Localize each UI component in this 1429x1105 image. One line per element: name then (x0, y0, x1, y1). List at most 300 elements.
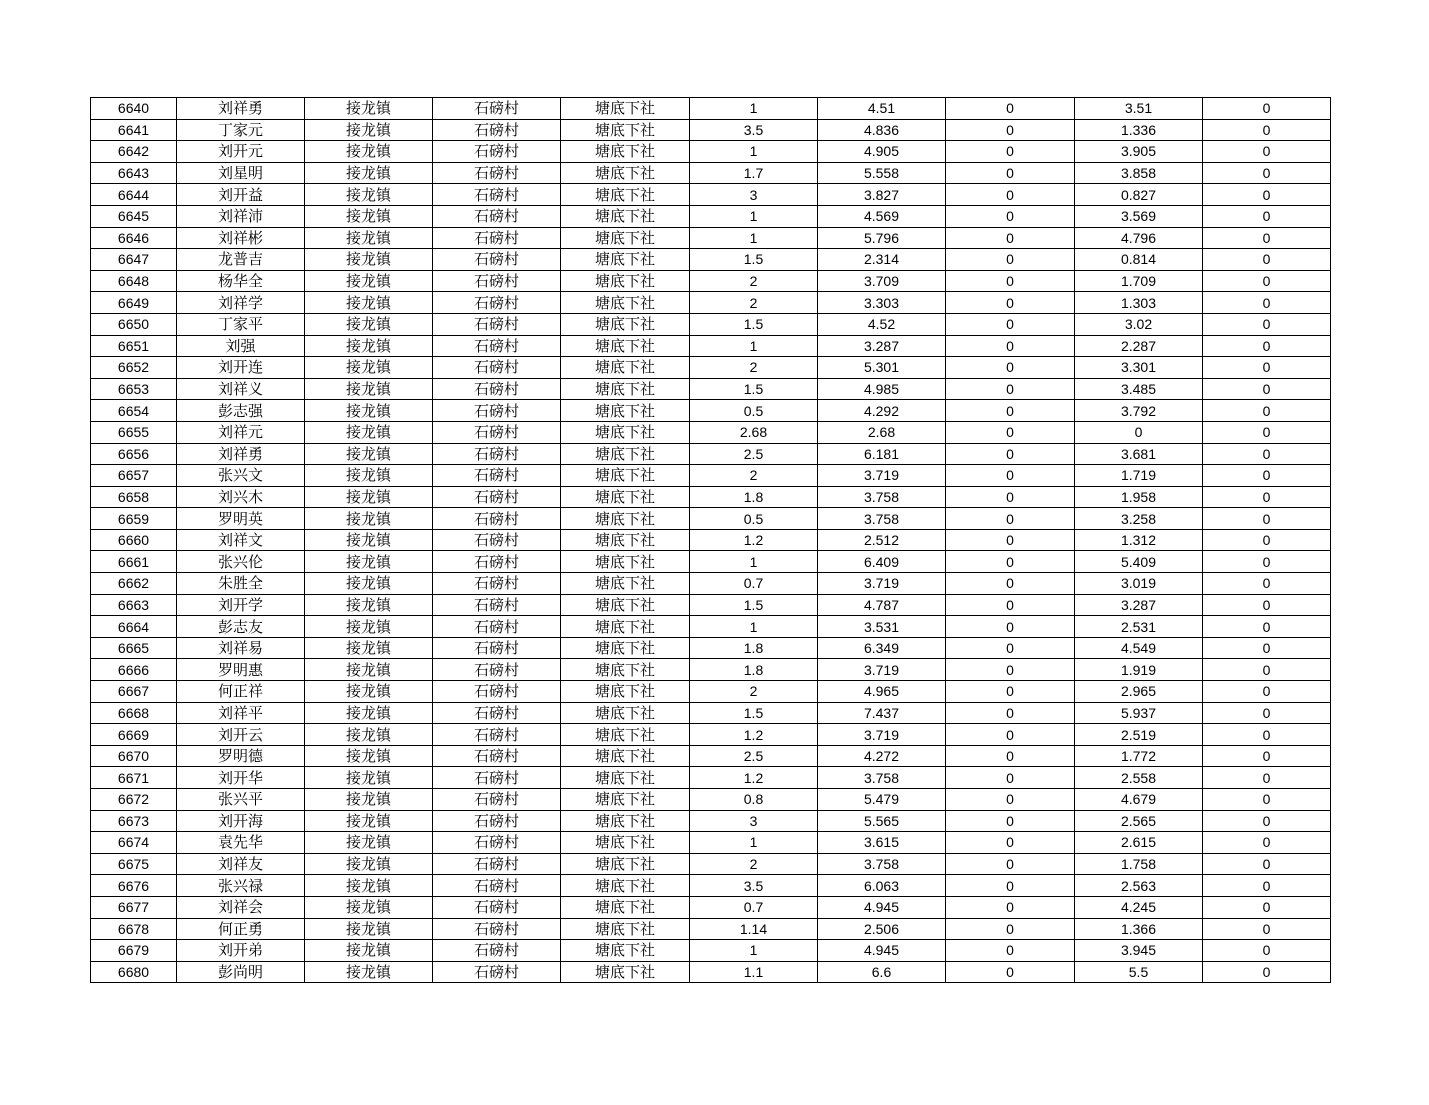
id-cell: 6661 (91, 551, 177, 573)
value-c-cell: 0 (946, 98, 1075, 120)
value-c-cell: 0 (946, 853, 1075, 875)
value-a-cell: 1.7 (690, 162, 818, 184)
table-row (91, 508, 1331, 530)
table-row (91, 853, 1331, 875)
value-d-cell: 1.336 (1075, 119, 1203, 141)
name-cell: 刘星明 (177, 162, 305, 184)
value-a-cell: 2 (690, 853, 818, 875)
name-cell: 何正祥 (177, 681, 305, 703)
group-cell: 塘底下社 (561, 357, 690, 379)
town-cell: 接龙镇 (305, 292, 433, 314)
value-c-cell: 0 (946, 832, 1075, 854)
value-d-cell: 5.409 (1075, 551, 1203, 573)
value-e-cell: 0 (1203, 961, 1331, 983)
value-a-cell: 0.5 (690, 400, 818, 422)
name-cell: 刘祥勇 (177, 443, 305, 465)
value-a-cell: 0.5 (690, 508, 818, 530)
value-b-cell: 5.565 (818, 810, 946, 832)
village-cell: 石磅村 (433, 249, 561, 271)
value-d-cell: 2.563 (1075, 875, 1203, 897)
table-row (91, 313, 1331, 335)
town-cell: 接龙镇 (305, 227, 433, 249)
value-e-cell: 0 (1203, 162, 1331, 184)
value-a-cell: 1 (690, 551, 818, 573)
value-e-cell: 0 (1203, 378, 1331, 400)
village-cell: 石磅村 (433, 767, 561, 789)
value-e-cell: 0 (1203, 400, 1331, 422)
town-cell: 接龙镇 (305, 573, 433, 595)
table-row (91, 681, 1331, 703)
value-a-cell: 2.5 (690, 745, 818, 767)
value-b-cell: 3.531 (818, 616, 946, 638)
name-cell: 彭志强 (177, 400, 305, 422)
group-cell: 塘底下社 (561, 551, 690, 573)
group-cell: 塘底下社 (561, 896, 690, 918)
value-c-cell: 0 (946, 896, 1075, 918)
value-d-cell: 1.772 (1075, 745, 1203, 767)
town-cell: 接龙镇 (305, 875, 433, 897)
village-cell: 石磅村 (433, 637, 561, 659)
value-a-cell: 1.5 (690, 702, 818, 724)
value-c-cell: 0 (946, 551, 1075, 573)
value-e-cell: 0 (1203, 486, 1331, 508)
value-e-cell: 0 (1203, 119, 1331, 141)
value-b-cell: 4.51 (818, 98, 946, 120)
town-cell: 接龙镇 (305, 594, 433, 616)
value-d-cell: 2.615 (1075, 832, 1203, 854)
value-d-cell: 0 (1075, 421, 1203, 443)
value-d-cell: 2.965 (1075, 681, 1203, 703)
table-row (91, 940, 1331, 962)
town-cell: 接龙镇 (305, 486, 433, 508)
name-cell: 张兴平 (177, 789, 305, 811)
name-cell: 彭尚明 (177, 961, 305, 983)
group-cell: 塘底下社 (561, 292, 690, 314)
town-cell: 接龙镇 (305, 745, 433, 767)
table-row (91, 270, 1331, 292)
value-c-cell: 0 (946, 227, 1075, 249)
value-d-cell: 1.958 (1075, 486, 1203, 508)
village-cell: 石磅村 (433, 875, 561, 897)
village-cell: 石磅村 (433, 486, 561, 508)
id-cell: 6644 (91, 184, 177, 206)
group-cell: 塘底下社 (561, 270, 690, 292)
town-cell: 接龙镇 (305, 702, 433, 724)
group-cell: 塘底下社 (561, 810, 690, 832)
table-row (91, 702, 1331, 724)
id-cell: 6669 (91, 724, 177, 746)
value-a-cell: 1 (690, 98, 818, 120)
value-a-cell: 2 (690, 292, 818, 314)
table-row (91, 529, 1331, 551)
village-cell: 石磅村 (433, 378, 561, 400)
id-cell: 6654 (91, 400, 177, 422)
group-cell: 塘底下社 (561, 141, 690, 163)
name-cell: 刘开云 (177, 724, 305, 746)
value-b-cell: 4.965 (818, 681, 946, 703)
value-c-cell: 0 (946, 357, 1075, 379)
id-cell: 6662 (91, 573, 177, 595)
town-cell: 接龙镇 (305, 421, 433, 443)
value-d-cell: 2.519 (1075, 724, 1203, 746)
name-cell: 何正勇 (177, 918, 305, 940)
name-cell: 罗明英 (177, 508, 305, 530)
name-cell: 刘开连 (177, 357, 305, 379)
town-cell: 接龙镇 (305, 162, 433, 184)
value-a-cell: 3.5 (690, 119, 818, 141)
name-cell: 朱胜全 (177, 573, 305, 595)
id-cell: 6675 (91, 853, 177, 875)
value-e-cell: 0 (1203, 335, 1331, 357)
group-cell: 塘底下社 (561, 443, 690, 465)
value-b-cell: 4.787 (818, 594, 946, 616)
town-cell: 接龙镇 (305, 443, 433, 465)
village-cell: 石磅村 (433, 227, 561, 249)
id-cell: 6677 (91, 896, 177, 918)
name-cell: 袁先华 (177, 832, 305, 854)
value-c-cell: 0 (946, 789, 1075, 811)
value-c-cell: 0 (946, 767, 1075, 789)
value-e-cell: 0 (1203, 443, 1331, 465)
value-b-cell: 3.709 (818, 270, 946, 292)
table-row (91, 961, 1331, 983)
table-row (91, 832, 1331, 854)
id-cell: 6663 (91, 594, 177, 616)
id-cell: 6658 (91, 486, 177, 508)
value-b-cell: 6.409 (818, 551, 946, 573)
town-cell: 接龙镇 (305, 98, 433, 120)
value-e-cell: 0 (1203, 724, 1331, 746)
group-cell: 塘底下社 (561, 789, 690, 811)
value-a-cell: 2 (690, 357, 818, 379)
value-b-cell: 3.758 (818, 508, 946, 530)
group-cell: 塘底下社 (561, 918, 690, 940)
value-e-cell: 0 (1203, 313, 1331, 335)
id-cell: 6647 (91, 249, 177, 271)
id-cell: 6679 (91, 940, 177, 962)
value-e-cell: 0 (1203, 227, 1331, 249)
group-cell: 塘底下社 (561, 335, 690, 357)
name-cell: 丁家平 (177, 313, 305, 335)
name-cell: 刘祥学 (177, 292, 305, 314)
value-e-cell: 0 (1203, 465, 1331, 487)
value-c-cell: 0 (946, 335, 1075, 357)
name-cell: 杨华全 (177, 270, 305, 292)
value-e-cell: 0 (1203, 357, 1331, 379)
id-cell: 6646 (91, 227, 177, 249)
name-cell: 张兴文 (177, 465, 305, 487)
value-a-cell: 3 (690, 184, 818, 206)
value-b-cell: 5.796 (818, 227, 946, 249)
group-cell: 塘底下社 (561, 249, 690, 271)
value-c-cell: 0 (946, 702, 1075, 724)
name-cell: 刘开华 (177, 767, 305, 789)
village-cell: 石磅村 (433, 702, 561, 724)
value-a-cell: 1 (690, 940, 818, 962)
value-d-cell: 3.485 (1075, 378, 1203, 400)
id-cell: 6653 (91, 378, 177, 400)
table-row (91, 789, 1331, 811)
id-cell: 6670 (91, 745, 177, 767)
value-c-cell: 0 (946, 400, 1075, 422)
value-c-cell: 0 (946, 875, 1075, 897)
town-cell: 接龙镇 (305, 400, 433, 422)
id-cell: 6667 (91, 681, 177, 703)
value-a-cell: 1 (690, 227, 818, 249)
value-e-cell: 0 (1203, 594, 1331, 616)
value-a-cell: 1.14 (690, 918, 818, 940)
value-c-cell: 0 (946, 529, 1075, 551)
value-b-cell: 3.303 (818, 292, 946, 314)
town-cell: 接龙镇 (305, 335, 433, 357)
value-a-cell: 1 (690, 141, 818, 163)
value-c-cell: 0 (946, 119, 1075, 141)
value-c-cell: 0 (946, 508, 1075, 530)
table-row (91, 767, 1331, 789)
value-d-cell: 3.51 (1075, 98, 1203, 120)
value-e-cell: 0 (1203, 529, 1331, 551)
name-cell: 刘祥义 (177, 378, 305, 400)
group-cell: 塘底下社 (561, 594, 690, 616)
value-c-cell: 0 (946, 918, 1075, 940)
value-b-cell: 5.479 (818, 789, 946, 811)
table-body (91, 98, 1331, 983)
village-cell: 石磅村 (433, 789, 561, 811)
id-cell: 6656 (91, 443, 177, 465)
value-b-cell: 2.314 (818, 249, 946, 271)
village-cell: 石磅村 (433, 940, 561, 962)
value-b-cell: 3.758 (818, 486, 946, 508)
town-cell: 接龙镇 (305, 681, 433, 703)
town-cell: 接龙镇 (305, 659, 433, 681)
town-cell: 接龙镇 (305, 357, 433, 379)
group-cell: 塘底下社 (561, 702, 690, 724)
value-e-cell: 0 (1203, 98, 1331, 120)
name-cell: 刘祥平 (177, 702, 305, 724)
value-a-cell: 1.5 (690, 594, 818, 616)
value-e-cell: 0 (1203, 896, 1331, 918)
village-cell: 石磅村 (433, 162, 561, 184)
value-e-cell: 0 (1203, 184, 1331, 206)
value-a-cell: 0.7 (690, 573, 818, 595)
value-d-cell: 3.858 (1075, 162, 1203, 184)
town-cell: 接龙镇 (305, 940, 433, 962)
value-b-cell: 4.905 (818, 141, 946, 163)
town-cell: 接龙镇 (305, 810, 433, 832)
value-b-cell: 2.68 (818, 421, 946, 443)
id-cell: 6642 (91, 141, 177, 163)
value-a-cell: 1.5 (690, 313, 818, 335)
value-e-cell: 0 (1203, 551, 1331, 573)
group-cell: 塘底下社 (561, 162, 690, 184)
group-cell: 塘底下社 (561, 119, 690, 141)
table-row (91, 810, 1331, 832)
table-row (91, 162, 1331, 184)
table-row (91, 443, 1331, 465)
value-a-cell: 0.8 (690, 789, 818, 811)
value-c-cell: 0 (946, 594, 1075, 616)
town-cell: 接龙镇 (305, 961, 433, 983)
village-cell: 石磅村 (433, 98, 561, 120)
value-a-cell: 1 (690, 205, 818, 227)
table-row (91, 637, 1331, 659)
value-c-cell: 0 (946, 616, 1075, 638)
group-cell: 塘底下社 (561, 400, 690, 422)
value-b-cell: 4.985 (818, 378, 946, 400)
value-b-cell: 5.558 (818, 162, 946, 184)
value-a-cell: 1.2 (690, 529, 818, 551)
group-cell: 塘底下社 (561, 313, 690, 335)
value-e-cell: 0 (1203, 810, 1331, 832)
village-cell: 石磅村 (433, 551, 561, 573)
id-cell: 6645 (91, 205, 177, 227)
table-row (91, 421, 1331, 443)
value-c-cell: 0 (946, 141, 1075, 163)
village-cell: 石磅村 (433, 724, 561, 746)
id-cell: 6680 (91, 961, 177, 983)
town-cell: 接龙镇 (305, 724, 433, 746)
group-cell: 塘底下社 (561, 853, 690, 875)
value-e-cell: 0 (1203, 573, 1331, 595)
village-cell: 石磅村 (433, 594, 561, 616)
value-b-cell: 3.719 (818, 465, 946, 487)
value-c-cell: 0 (946, 205, 1075, 227)
value-a-cell: 1.8 (690, 486, 818, 508)
value-b-cell: 3.758 (818, 767, 946, 789)
village-cell: 石磅村 (433, 443, 561, 465)
table-row (91, 292, 1331, 314)
value-c-cell: 0 (946, 465, 1075, 487)
value-b-cell: 3.719 (818, 659, 946, 681)
table-row (91, 98, 1331, 120)
value-b-cell: 3.287 (818, 335, 946, 357)
value-c-cell: 0 (946, 162, 1075, 184)
table-row (91, 659, 1331, 681)
value-d-cell: 2.565 (1075, 810, 1203, 832)
value-a-cell: 1.8 (690, 637, 818, 659)
village-cell: 石磅村 (433, 335, 561, 357)
value-c-cell: 0 (946, 292, 1075, 314)
village-cell: 石磅村 (433, 270, 561, 292)
value-a-cell: 1.2 (690, 767, 818, 789)
value-b-cell: 4.292 (818, 400, 946, 422)
value-a-cell: 2 (690, 681, 818, 703)
value-c-cell: 0 (946, 940, 1075, 962)
value-d-cell: 3.019 (1075, 573, 1203, 595)
village-cell: 石磅村 (433, 529, 561, 551)
name-cell: 刘开学 (177, 594, 305, 616)
value-b-cell: 2.506 (818, 918, 946, 940)
table-row (91, 184, 1331, 206)
value-c-cell: 0 (946, 184, 1075, 206)
name-cell: 刘祥会 (177, 896, 305, 918)
value-d-cell: 3.945 (1075, 940, 1203, 962)
village-cell: 石磅村 (433, 810, 561, 832)
town-cell: 接龙镇 (305, 465, 433, 487)
name-cell: 张兴伦 (177, 551, 305, 573)
value-d-cell: 1.919 (1075, 659, 1203, 681)
name-cell: 刘祥易 (177, 637, 305, 659)
town-cell: 接龙镇 (305, 141, 433, 163)
value-e-cell: 0 (1203, 659, 1331, 681)
value-c-cell: 0 (946, 745, 1075, 767)
group-cell: 塘底下社 (561, 659, 690, 681)
town-cell: 接龙镇 (305, 918, 433, 940)
value-e-cell: 0 (1203, 789, 1331, 811)
id-cell: 6668 (91, 702, 177, 724)
village-cell: 石磅村 (433, 681, 561, 703)
value-b-cell: 6.6 (818, 961, 946, 983)
value-b-cell: 6.349 (818, 637, 946, 659)
group-cell: 塘底下社 (561, 184, 690, 206)
value-a-cell: 2 (690, 465, 818, 487)
id-cell: 6674 (91, 832, 177, 854)
value-a-cell: 2.5 (690, 443, 818, 465)
value-d-cell: 4.549 (1075, 637, 1203, 659)
group-cell: 塘底下社 (561, 205, 690, 227)
id-cell: 6672 (91, 789, 177, 811)
group-cell: 塘底下社 (561, 508, 690, 530)
table-row (91, 551, 1331, 573)
value-a-cell: 1.2 (690, 724, 818, 746)
value-c-cell: 0 (946, 961, 1075, 983)
value-a-cell: 1 (690, 616, 818, 638)
group-cell: 塘底下社 (561, 529, 690, 551)
table-row (91, 918, 1331, 940)
table-row (91, 205, 1331, 227)
value-d-cell: 3.792 (1075, 400, 1203, 422)
group-cell: 塘底下社 (561, 421, 690, 443)
name-cell: 罗明惠 (177, 659, 305, 681)
town-cell: 接龙镇 (305, 184, 433, 206)
table-row (91, 227, 1331, 249)
value-e-cell: 0 (1203, 205, 1331, 227)
value-d-cell: 3.569 (1075, 205, 1203, 227)
value-a-cell: 1.1 (690, 961, 818, 983)
table-row (91, 875, 1331, 897)
group-cell: 塘底下社 (561, 961, 690, 983)
town-cell: 接龙镇 (305, 853, 433, 875)
value-b-cell: 3.615 (818, 832, 946, 854)
village-cell: 石磅村 (433, 745, 561, 767)
name-cell: 刘祥彬 (177, 227, 305, 249)
group-cell: 塘底下社 (561, 767, 690, 789)
id-cell: 6671 (91, 767, 177, 789)
name-cell: 丁家元 (177, 119, 305, 141)
table-row (91, 119, 1331, 141)
value-a-cell: 1.5 (690, 249, 818, 271)
value-a-cell: 1 (690, 832, 818, 854)
group-cell: 塘底下社 (561, 681, 690, 703)
town-cell: 接龙镇 (305, 270, 433, 292)
id-cell: 6643 (91, 162, 177, 184)
id-cell: 6660 (91, 529, 177, 551)
id-cell: 6651 (91, 335, 177, 357)
value-e-cell: 0 (1203, 918, 1331, 940)
value-d-cell: 1.366 (1075, 918, 1203, 940)
value-d-cell: 1.758 (1075, 853, 1203, 875)
village-cell: 石磅村 (433, 292, 561, 314)
id-cell: 6665 (91, 637, 177, 659)
table-row (91, 141, 1331, 163)
value-b-cell: 4.945 (818, 940, 946, 962)
name-cell: 刘开元 (177, 141, 305, 163)
table-row (91, 400, 1331, 422)
town-cell: 接龙镇 (305, 313, 433, 335)
value-d-cell: 1.719 (1075, 465, 1203, 487)
village-cell: 石磅村 (433, 357, 561, 379)
value-e-cell: 0 (1203, 421, 1331, 443)
